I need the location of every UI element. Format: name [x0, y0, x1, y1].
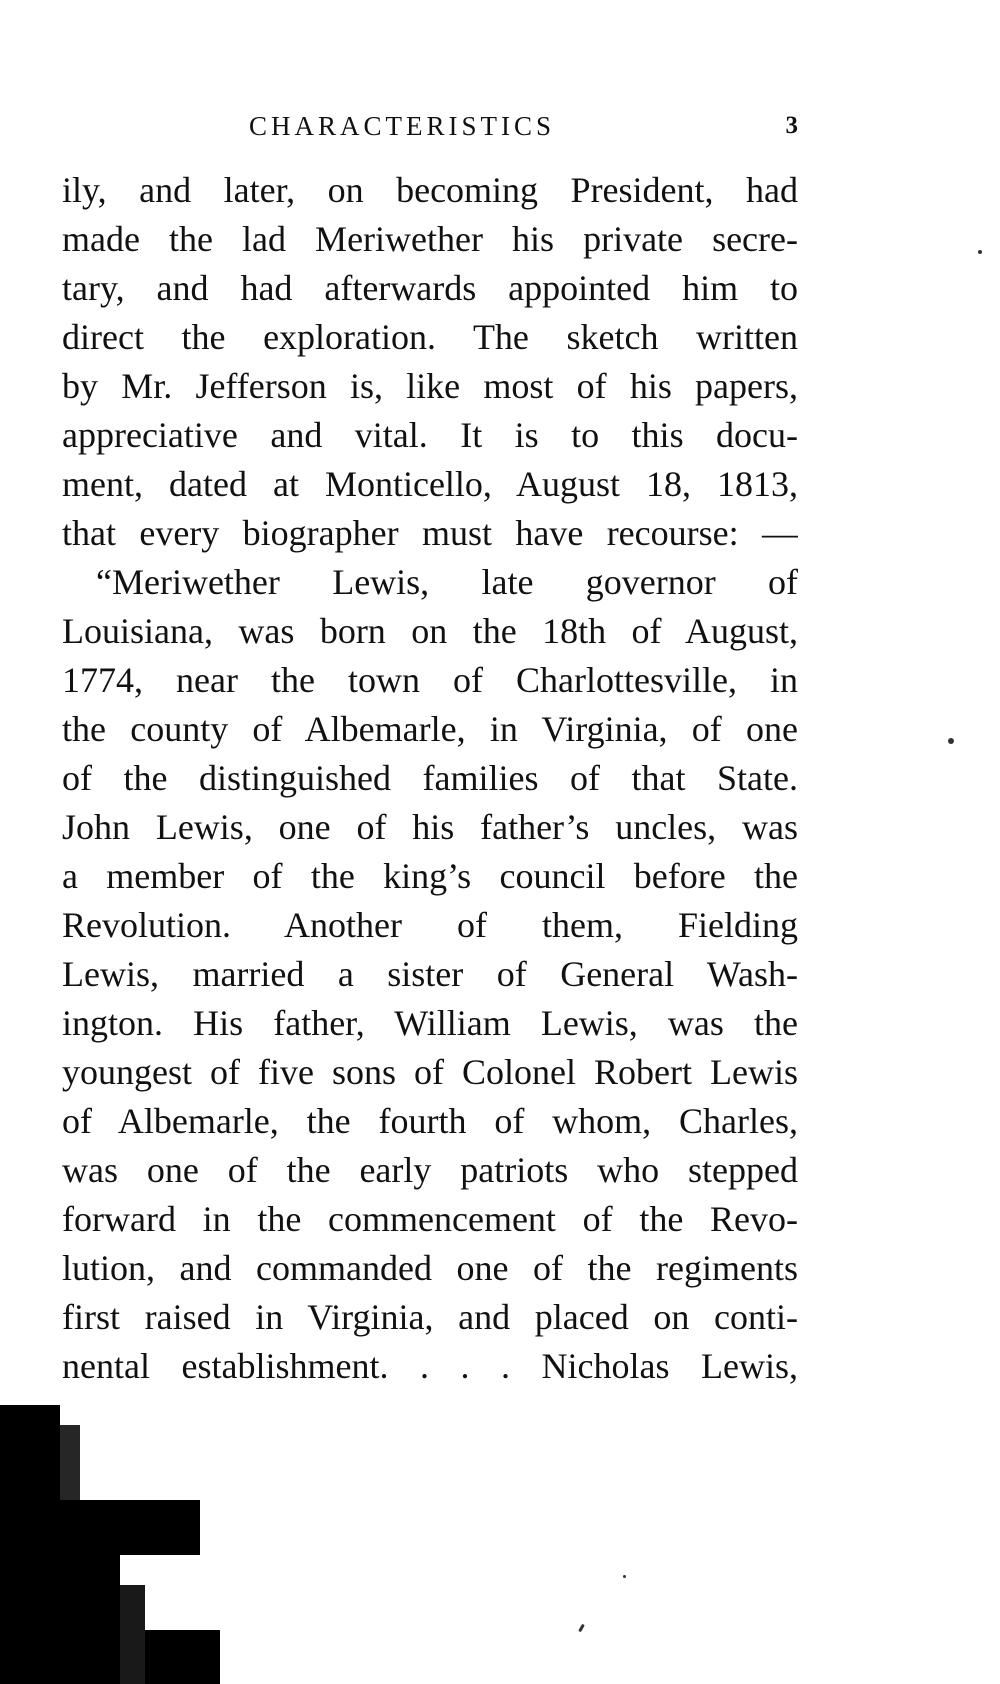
page-number: 3 [785, 112, 798, 139]
text-line: that every biographer must have recourse: — [62, 513, 798, 553]
text-line: John Lewis, one of his father’s uncles, was [62, 807, 798, 847]
text-line: by Mr. Jefferson is, like most of his papers, [62, 366, 798, 406]
text-line: ily, and later, on becoming President, had [62, 170, 798, 210]
text-line: a member of the king’s council before the [62, 856, 798, 896]
text-line: Lewis, married a sister of General Wash- [62, 954, 798, 994]
text-line: of Albemarle, the fourth of whom, Charles, [62, 1101, 798, 1141]
running-title: CHARACTERISTICS [248, 111, 556, 141]
text-line: appreciative and vital. It is to this docu- [62, 415, 798, 455]
text-line: made the lad Meriwether his private secre- [62, 219, 798, 259]
scan-speck [578, 1624, 585, 1632]
text-line: nental establishment. . . . Nicholas Lewis, [62, 1346, 798, 1386]
text-line: tary, and had afterwards appointed him to [62, 268, 798, 308]
text-line: ington. His father, William Lewis, was the [62, 1003, 798, 1043]
text-line: lution, and commanded one of the regiments [62, 1248, 798, 1288]
text-line: Revolution. Another of them, Fielding [62, 905, 798, 945]
scan-shadow [60, 1555, 120, 1684]
body-text [62, 166, 798, 1391]
text-line: ment, dated at Monticello, August 18, 1813, [62, 464, 798, 504]
scan-speck [978, 250, 982, 254]
text-line: of the distinguished families of that State. [62, 758, 798, 798]
scan-shadow [120, 1585, 145, 1684]
text-line: first raised in Virginia, and placed on conti- [62, 1297, 798, 1337]
scan-shadow [0, 1405, 60, 1684]
scan-shadow [60, 1500, 200, 1555]
running-head [62, 108, 798, 144]
scan-speck [623, 1575, 626, 1578]
text-line: forward in the commencement of the Revo- [62, 1199, 798, 1239]
text-line: direct the exploration. The sketch written [62, 317, 798, 357]
text-line: “Meriwether Lewis, late governor of [96, 562, 798, 602]
text-line: 1774, near the town of Charlottesville, in [62, 660, 798, 700]
scan-speck [948, 738, 954, 744]
text-line: Louisiana, was born on the 18th of August, [62, 611, 798, 651]
text-line: was one of the early patriots who stepped [62, 1150, 798, 1190]
scan-shadow [145, 1630, 220, 1684]
text-line: the county of Albemarle, in Virginia, of one [62, 709, 798, 749]
text-line: youngest of five sons of Colonel Robert Lewis [62, 1052, 798, 1092]
